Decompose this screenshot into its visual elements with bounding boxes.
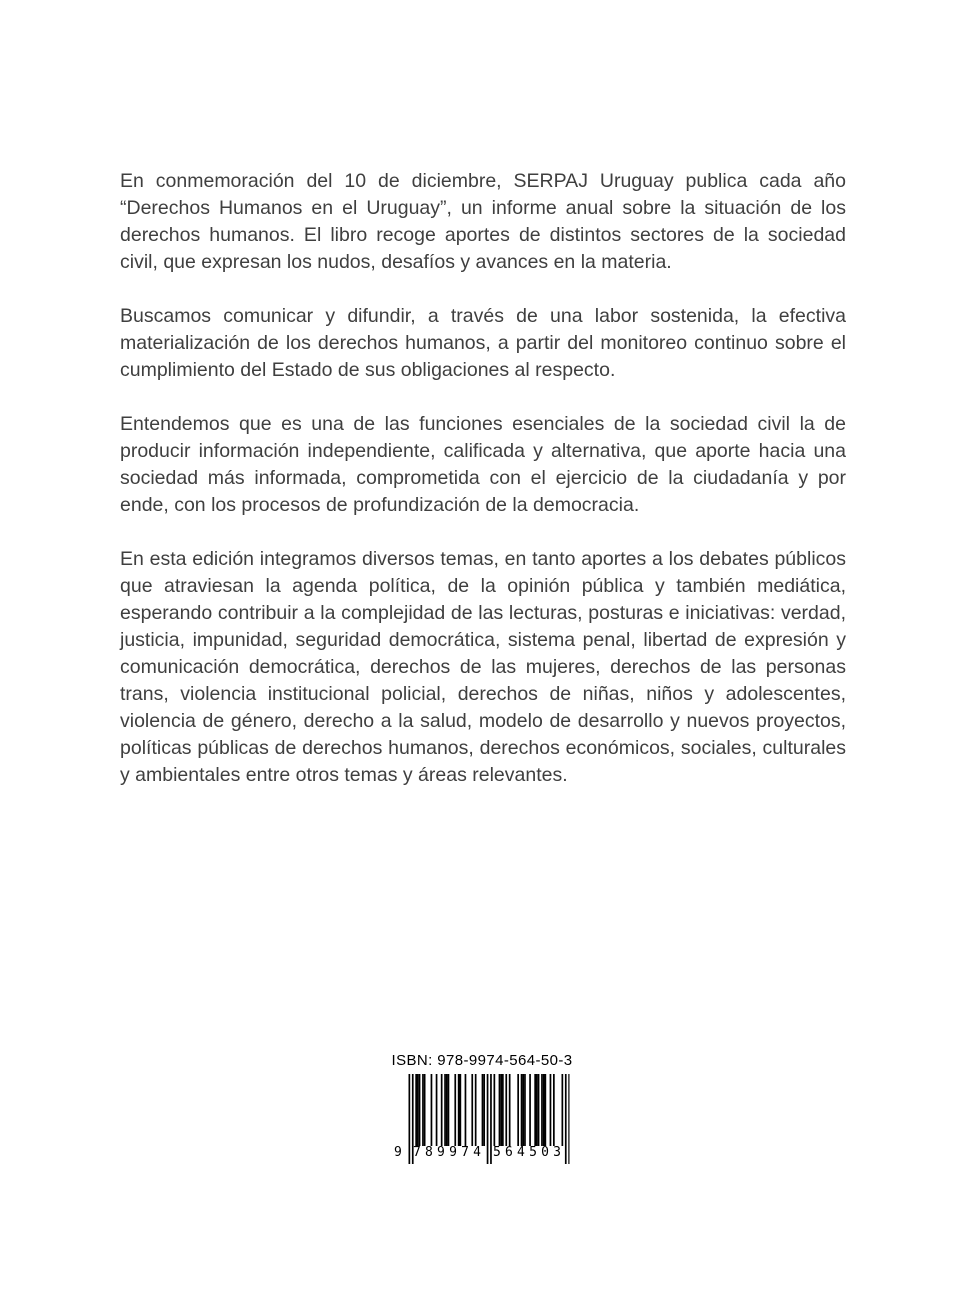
paragraph-1: En conmemoración del 10 de diciembre, SERPAJ Uruguay publica cada año “Derechos Humanos en el Uruguay”, un informe anual sobre la situación de los derechos humanos. El libro recoge aportes de distintos sectores de la sociedad civil, que expresan los nudos, desafíos y avances en la materia. [120,170,846,273]
paragraph-2: Buscamos comunicar y difundir, a través de una labor sostenida, la efectiva materialización de los derechos humanos, a partir del monitoreo continuo sobre el cumplimiento del Estado de sus obligaciones al respecto. [120,305,846,381]
paragraph-3: Entendemos que es una de las funciones esenciales de la sociedad civil la de producir información independiente, calificada y alternativa, que aporte hacia una sociedad más informada, comprometida con el ejercicio de la ciudadanía y por ende, con los procesos de profundización de la democracia. [120,413,846,516]
back-cover-text [120,168,846,816]
barcode-digits-right-group: 564503 [492,1145,566,1160]
ean13-barcode [394,1074,570,1164]
barcode-digits-left-group: 789974 [412,1145,486,1160]
isbn-block [392,1052,573,1164]
isbn-label: ISBN: 978-9974-564-50-3 [391,1052,573,1069]
paragraph-4: En esta edición integramos diversos temas, en tanto aportes a los debates públicos que atraviesan la agenda política, de la opinión pública y también mediática, esperando contribuir a la complejidad de las lecturas, posturas e iniciativas: verdad, justicia, impunidad, seguridad democrática, sistema penal, libertad de expresión y comunicación democrática, derechos de las mujeres, derechos de las personas trans, violencia institucional policial, derechos de niñas, niños y adolescentes, violencia de género, derecho a la salud, modelo de desarrollo y nuevos proyectos, políticas públicas de derechos humanos, derechos económicos, sociales, culturales y ambientales entre otros temas y áreas relevantes. [120,548,846,786]
barcode-digit-first: 9 [393,1145,402,1160]
